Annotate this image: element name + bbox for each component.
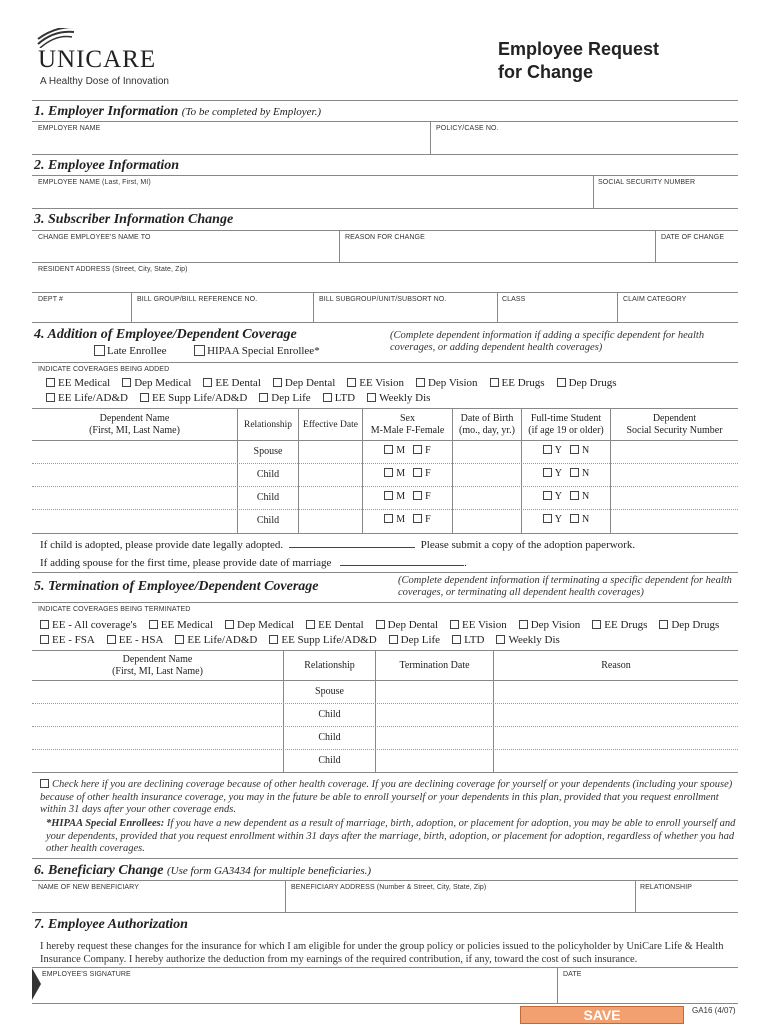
dep-name-header: Dependent Name (First, MI, Last Name) [89,413,180,436]
student-no-label: N [582,445,590,456]
fulltime-student-header: Full-time Student (if age 19 or older) [528,413,604,436]
marriage-period: . [464,557,467,569]
adoption-text: If child is adopted, please provide date legally adopted. [40,539,284,551]
term-coverage-ltd-label: LTD [464,634,485,646]
student-yes-label: Y [554,514,562,525]
termination-date-field[interactable] [376,680,493,703]
term-coverage-ee-dental[interactable] [306,619,364,631]
termination-name-field[interactable] [32,726,283,749]
term-relationship-header: Relationship [304,660,355,671]
hipaa-special-label: *HIPAA Special Enrollees: [46,818,165,829]
term-coverage-ee-hsa-label: EE - HSA [118,634,164,646]
policy-case-field[interactable] [431,121,738,154]
employee-name-field[interactable] [32,175,592,208]
coverages-terminated-row2 [40,634,572,646]
sex-male-checkbox[interactable] [384,468,393,477]
add-coverage-dep-life-checkbox[interactable] [259,393,268,402]
add-coverage-ee-life-adandd-checkbox[interactable] [46,393,55,402]
marriage-line [40,557,467,569]
section1-heading [34,104,321,120]
date-of-change-field[interactable] [656,230,738,262]
term-coverage-dep-life-checkbox[interactable] [389,635,398,644]
dependent-relationship: Spouse [253,446,283,457]
marriage-date-field[interactable] [340,557,464,566]
date-of-birth-field[interactable] [453,509,521,532]
dependent-name-field[interactable] [32,463,237,486]
bill-subgroup-field[interactable] [314,292,496,322]
beneficiary-address-label: BENEFICIARY ADDRESS (Number & Street, City, State, Zip) [291,884,487,891]
term-coverage-dep-life-label: Dep Life [400,634,441,646]
add-coverage-ee-drugs[interactable] [490,377,545,389]
employee-name-label: EMPLOYEE NAME (Last, First, MI) [38,179,151,186]
hipaa-special-text: *HIPAA Special Enrollees: If you have a new dependent as a result of marriage, birth, adoption, or placement for adoption, you may be able to enroll yourself and your dependents, provided that you request enrollment within 31 days after the marriage, birth, adoption, or placement for adoption, regardless of whether you had other health coverages. [46,818,736,854]
term-coverage-ee-all-coverage-s-label: EE - All coverage's [52,619,137,631]
term-coverage-ee-fsa[interactable] [40,634,95,646]
term-coverage-ltd-checkbox[interactable] [452,635,461,644]
term-coverage-ee-all-coverage-s-checkbox[interactable] [40,620,49,629]
term-coverage-dep-dental-checkbox[interactable] [376,620,385,629]
sex-options [363,445,452,456]
coverages-added-row2 [46,392,442,404]
student-yes-label: Y [554,468,562,479]
term-coverage-ee-supp-life-adandd[interactable] [269,634,376,646]
term-coverage-dep-vision[interactable] [519,619,581,631]
dependent-row [32,509,738,532]
employer-name-label: EMPLOYER NAME [38,125,101,132]
bill-group-field[interactable] [132,292,312,322]
form-title-line2: for Change [498,62,594,82]
term-coverage-ee-vision-checkbox[interactable] [450,620,459,629]
coverages-added-label: INDICATE COVERAGES BEING ADDED [38,366,170,373]
claim-category-field[interactable] [618,292,738,322]
add-coverage-ee-vision-checkbox[interactable] [347,378,356,387]
add-coverage-ee-medical[interactable] [46,377,110,389]
effective-date-field[interactable] [299,486,362,509]
date-of-birth-field[interactable] [453,463,521,486]
termination-date-field[interactable] [376,726,493,749]
sex-female-label: F [425,445,431,456]
effective-date-header: Effective Date [303,420,358,430]
dependent-ssn-field[interactable] [611,440,738,463]
student-no-label: N [582,491,590,502]
term-coverage-ltd[interactable] [452,634,484,646]
add-coverage-dep-medical-label: Dep Medical [134,377,192,389]
term-coverage-ee-medical-checkbox[interactable] [149,620,158,629]
term-coverage-dep-medical-checkbox[interactable] [225,620,234,629]
term-coverage-dep-dental[interactable] [376,619,438,631]
student-yes-checkbox[interactable] [543,468,552,477]
add-coverage-dep-vision[interactable] [416,377,478,389]
section7-title: 7. Employee Authorization [34,917,188,932]
signature-arrow-icon [32,968,41,1000]
termination-row [32,726,738,749]
unicare-logo [32,28,202,94]
signature-date-label: DATE [563,971,582,978]
term-coverage-ee-medical[interactable] [149,619,213,631]
add-coverage-weekly-dis[interactable] [367,392,430,404]
change-name-label: CHANGE EMPLOYEE'S NAME TO [38,234,151,241]
add-coverage-dep-dental-label: Dep Dental [284,377,336,389]
section4-note: (Complete dependent information if adding a specific dependent for health coverages, or adding dependent health coverages) [390,330,705,353]
term-coverage-dep-vision-label: Dep Vision [530,619,581,631]
term-coverage-weekly-dis-checkbox[interactable] [496,635,505,644]
termination-row [32,749,738,772]
sex-male-label: M [396,491,406,502]
date-of-birth-field[interactable] [453,440,521,463]
term-coverage-dep-drugs[interactable] [659,619,719,631]
sex-options [363,491,452,502]
employer-name-field[interactable] [32,121,430,154]
signature-field[interactable] [42,968,556,1002]
resident-address-label: RESIDENT ADDRESS (Street, City, State, Zip) [38,266,188,273]
sex-male-label: M [396,514,406,525]
form-title-line1: Employee Request [498,39,660,59]
add-coverage-dep-vision-label: Dep Vision [427,377,478,389]
term-coverage-dep-drugs-checkbox[interactable] [659,620,668,629]
sex-female-checkbox[interactable] [413,491,422,500]
sex-options [363,468,452,479]
fulltime-student-options [522,514,610,525]
section6-note: (Use form GA3434 for multiple beneficiaries.) [167,865,372,877]
termination-relationship: Child [318,709,341,720]
term-coverage-ee-supp-life-adandd-checkbox[interactable] [269,635,278,644]
section1-note: (To be completed by Employer.) [181,106,321,118]
change-name-field[interactable] [32,230,338,262]
beneficiary-relationship-label: RELATIONSHIP [640,884,693,891]
termination-reason-field[interactable] [494,703,738,726]
student-yes-checkbox[interactable] [543,445,552,454]
add-coverage-ee-drugs-checkbox[interactable] [490,378,499,387]
add-coverage-dep-life-label: Dep Life [271,392,311,404]
effective-date-field[interactable] [299,509,362,532]
save-button[interactable]: SAVE [520,1006,684,1024]
coverages-terminated-row1 [40,619,731,631]
dependent-name-field[interactable] [32,486,237,509]
resident-address-field[interactable] [32,262,738,292]
sex-female-checkbox[interactable] [413,445,422,454]
termination-row [32,680,738,703]
adoption-paperwork-text: Please submit a copy of the adoption paperwork. [420,539,636,551]
add-coverage-weekly-dis-label: Weekly Dis [379,392,431,404]
student-no-label: N [582,514,590,525]
ssn-label: SOCIAL SECURITY NUMBER [598,179,696,186]
term-coverage-ee-all-coverage-s[interactable] [40,619,137,631]
add-coverage-dep-life[interactable] [259,392,310,404]
termination-row [32,703,738,726]
term-name-header: Dependent Name (First, MI, Last Name) [112,654,203,677]
dependent-row [32,463,738,486]
coverages-added-row1 [46,377,629,389]
class-label: CLASS [502,296,526,303]
declining-coverage-text: Check here if you are declining coverage because of other health coverage. If you are declining coverage for yourself or your dependents (including your spouse) because of other health insurance coverage, you may in the future be able to enroll yourself or your dependents in this plan, provided that you request enrollment within 31 days after your other coverage ends. [40,779,733,815]
date-of-birth-field[interactable] [453,486,521,509]
hipaa-enrollee-label: HIPAA Special Enrollee* [207,345,320,357]
sex-male-checkbox[interactable] [384,445,393,454]
add-coverage-dep-drugs-checkbox[interactable] [557,378,566,387]
term-coverage-ee-drugs-label: EE Drugs [604,619,648,631]
termination-date-field[interactable] [376,703,493,726]
logo-tagline: A Healthy Dose of Innovation [40,76,169,87]
late-enrollee-checkbox[interactable] [94,345,105,356]
termination-name-field[interactable] [32,703,283,726]
student-no-checkbox[interactable] [570,468,579,477]
termination-reason-field[interactable] [494,680,738,703]
section5-title: 5. Termination of Employee/Dependent Coverage [34,579,319,594]
student-yes-label: Y [554,491,562,502]
term-coverage-dep-life[interactable] [389,634,440,646]
coverages-terminated-label: INDICATE COVERAGES BEING TERMINATED [38,606,191,613]
add-coverage-ltd[interactable] [323,392,355,404]
fulltime-student-options [522,468,610,479]
add-coverage-dep-dental[interactable] [273,377,335,389]
policy-case-label: POLICY/CASE NO. [436,125,499,132]
term-coverage-ee-drugs-checkbox[interactable] [592,620,601,629]
term-coverage-dep-drugs-label: Dep Drugs [671,619,720,631]
dependent-row [32,440,738,463]
add-coverage-ee-dental-label: EE Dental [215,377,261,389]
term-coverage-weekly-dis[interactable] [496,634,559,646]
add-coverage-dep-dental-checkbox[interactable] [273,378,282,387]
add-coverage-ee-medical-checkbox[interactable] [46,378,55,387]
sex-male-checkbox[interactable] [384,514,393,523]
add-coverage-ee-life-adandd-label: EE Life/AD&D [58,392,128,404]
dependent-name-field[interactable] [32,440,237,463]
term-coverage-dep-vision-checkbox[interactable] [519,620,528,629]
dependent-name-field[interactable] [32,509,237,532]
term-coverage-ee-dental-label: EE Dental [318,619,364,631]
section6-title: 6. Beneficiary Change [34,863,164,878]
dep-ssn-header: Dependent Social Security Number [626,413,723,436]
student-no-label: N [582,468,590,479]
dept-field[interactable] [32,292,130,322]
dependent-relationship: Child [256,469,280,480]
adoption-date-field[interactable] [289,539,415,548]
date-of-change-label: DATE OF CHANGE [661,234,725,241]
sex-female-label: F [425,514,431,525]
section4-title: 4. Addition of Employee/Dependent Coverage [34,327,297,342]
add-coverage-dep-drugs-label: Dep Drugs [568,377,617,389]
logo-text: UNICARE [38,46,157,73]
term-coverage-ee-dental-checkbox[interactable] [306,620,315,629]
sex-options [363,514,452,525]
sex-female-label: F [425,491,431,502]
term-coverage-ee-hsa[interactable] [107,634,164,646]
form-title [498,38,659,84]
add-coverage-ee-supp-life-adandd[interactable] [140,392,247,404]
term-coverage-ee-drugs[interactable] [592,619,647,631]
form-id: GA16 (4/07) [692,1006,736,1015]
add-coverage-ltd-checkbox[interactable] [323,393,332,402]
sex-female-checkbox[interactable] [413,514,422,523]
termination-date-header: Termination Date [399,660,470,671]
add-coverage-ltd-label: LTD [334,392,356,404]
student-yes-checkbox[interactable] [543,514,552,523]
dependent-relationship: Child [256,492,280,503]
term-coverage-ee-life-adandd-label: EE Life/AD&D [187,634,258,646]
sex-header: Sex M-Male F-Female [370,413,445,436]
term-coverage-ee-vision[interactable] [450,619,507,631]
bill-group-label: BILL GROUP/BILL REFERENCE NO. [137,296,258,303]
dependent-ssn-field[interactable] [611,463,738,486]
sex-male-label: M [396,468,406,479]
late-enrollee-label: Late Enrollee [107,345,167,357]
dependent-ssn-field[interactable] [611,486,738,509]
authorization-text: I hereby request these changes for the insurance for which I am eligible for under the group policy or policies issued to the policyholder by UniCare Life & Health Insurance Company. I hereby authorize the deduction from my earnings of the required contribution, if any, toward the cost of such insurance. [40,941,724,965]
term-coverage-ee-fsa-label: EE - FSA [52,634,95,646]
section5-note: (Complete dependent information if terminating a specific dependent for health coverages, or terminating all dependent health coverages) [398,575,732,598]
add-coverage-dep-medical-checkbox[interactable] [122,378,131,387]
dept-label: DEPT # [38,296,63,303]
termination-relationship: Child [318,732,341,743]
enrollee-type-row [94,345,320,357]
beneficiary-relationship-field[interactable] [636,880,738,912]
add-coverage-dep-drugs[interactable] [557,377,617,389]
termination-reason-field[interactable] [494,726,738,749]
section6-heading [34,863,371,879]
section3-title: 3. Subscriber Information Change [34,212,234,227]
term-coverage-ee-hsa-checkbox[interactable] [107,635,116,644]
section2-title: 2. Employee Information [34,158,180,173]
student-no-checkbox[interactable] [570,491,579,500]
term-coverage-dep-medical-label: Dep Medical [237,619,295,631]
term-coverage-ee-life-adandd[interactable] [175,634,257,646]
logo-swoosh-icon [36,28,76,48]
class-field[interactable] [498,292,616,322]
add-coverage-dep-vision-checkbox[interactable] [416,378,425,387]
hipaa-enrollee-checkbox[interactable] [194,345,205,356]
section1-title: 1. Employer Information [34,104,179,119]
adoption-line [40,539,635,551]
term-coverage-ee-vision-label: EE Vision [462,619,507,631]
reason-header: Reason [601,660,631,671]
relationship-header: Relationship [243,420,293,430]
bill-subgroup-label: BILL SUBGROUP/UNIT/SUBSORT NO. [319,296,447,303]
add-coverage-dep-medical[interactable] [122,377,191,389]
fulltime-student-options [522,445,610,456]
add-coverage-ee-vision[interactable] [347,377,404,389]
ssn-field[interactable] [594,175,738,208]
termination-date-field[interactable] [376,749,493,772]
term-coverage-ee-supp-life-adandd-label: EE Supp Life/AD&D [281,634,377,646]
termination-name-field[interactable] [32,680,283,703]
sex-female-label: F [425,468,431,479]
term-coverage-dep-medical[interactable] [225,619,294,631]
add-coverage-ee-vision-label: EE Vision [359,377,404,389]
dependent-relationship: Child [256,515,280,526]
term-coverage-dep-dental-label: Dep Dental [387,619,439,631]
termination-reason-field[interactable] [494,749,738,772]
sex-male-label: M [396,445,406,456]
beneficiary-address-field[interactable] [286,880,634,912]
sex-female-checkbox[interactable] [413,468,422,477]
dependent-row [32,486,738,509]
reason-for-change-label: REASON FOR CHANGE [345,234,425,241]
add-coverage-ee-supp-life-adandd-label: EE Supp Life/AD&D [151,392,248,404]
add-coverage-ee-drugs-label: EE Drugs [501,377,545,389]
termination-relationship: Spouse [315,686,344,697]
marriage-text: If adding spouse for the first time, please provide date of marriage [40,557,332,569]
dependent-ssn-field[interactable] [611,509,738,532]
signature-label: EMPLOYEE'S SIGNATURE [42,971,131,978]
declining-coverage-checkbox[interactable] [40,779,49,788]
student-no-checkbox[interactable] [570,445,579,454]
add-coverage-weekly-dis-checkbox[interactable] [367,393,376,402]
add-coverage-ee-supp-life-adandd-checkbox[interactable] [140,393,149,402]
dob-header: Date of Birth (mo., day, yr.) [458,413,515,436]
term-coverage-ee-life-adandd-checkbox[interactable] [175,635,184,644]
term-coverage-ee-fsa-checkbox[interactable] [40,635,49,644]
student-no-checkbox[interactable] [570,514,579,523]
beneficiary-name-label: NAME OF NEW BENEFICIARY [38,884,139,891]
effective-date-field[interactable] [299,440,362,463]
signature-date-field[interactable] [558,968,738,1002]
claim-category-label: CLAIM CATEGORY [623,296,687,303]
add-coverage-ee-life-adandd[interactable] [46,392,128,404]
fulltime-student-options [522,491,610,502]
reason-for-change-field[interactable] [340,230,655,262]
add-coverage-ee-medical-label: EE Medical [58,377,111,389]
termination-relationship: Child [318,755,341,766]
add-coverage-ee-dental[interactable] [203,377,261,389]
termination-name-field[interactable] [32,749,283,772]
add-coverage-ee-dental-checkbox[interactable] [203,378,212,387]
term-coverage-weekly-dis-label: Weekly Dis [508,634,560,646]
sex-male-checkbox[interactable] [384,491,393,500]
student-yes-checkbox[interactable] [543,491,552,500]
student-yes-label: Y [554,445,562,456]
term-coverage-ee-medical-label: EE Medical [160,619,213,631]
effective-date-field[interactable] [299,463,362,486]
beneficiary-name-field[interactable] [32,880,284,912]
